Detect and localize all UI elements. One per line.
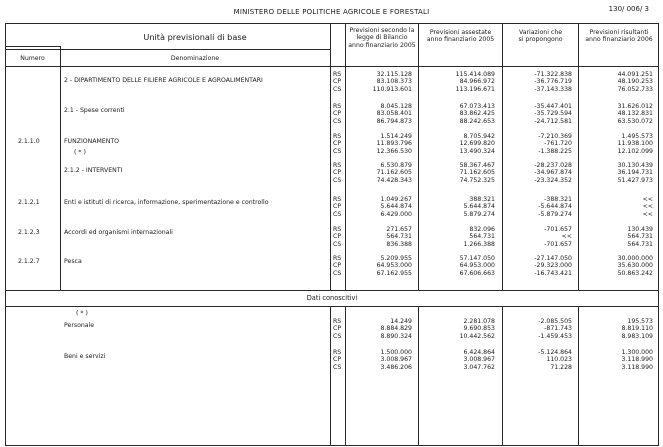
ris-value: 51.427.973 — [617, 176, 653, 184]
code-value: RS — [333, 318, 342, 325]
var-value: -871.743 — [544, 325, 572, 333]
ass-value: 9.690.853 — [463, 325, 495, 333]
code-value: CP — [333, 78, 342, 86]
code-value: CS — [333, 363, 342, 371]
bil-value: 64.953.000 — [376, 262, 412, 270]
ass-value: 564.731 — [469, 233, 495, 241]
ass-value: 5.644.874 — [463, 203, 495, 211]
row-denominazione: Accordi ed organismi internazionali — [64, 229, 173, 236]
var-value: -36.776.719 — [534, 78, 572, 86]
var-value: -5.879.274 — [538, 210, 572, 218]
prev-risultanti-header-line1: Previsioni risultanti — [589, 29, 649, 36]
code-value: RS — [333, 226, 342, 233]
bil-value: 8.045.128 — [380, 103, 412, 110]
bil-value: 83.058.401 — [376, 110, 412, 118]
ass-value: 12.699.820 — [459, 140, 495, 148]
code-value: RS — [333, 71, 342, 78]
ass-value: 74.752.325 — [459, 176, 495, 184]
var-value: 71.228 — [550, 363, 572, 371]
prev-bilancio-header-line2: legge di Bilancio — [356, 34, 408, 42]
numero-column-rule — [60, 46, 61, 290]
bil-value: 8.890.324 — [380, 332, 412, 340]
var-value: -29.323.000 — [534, 262, 572, 270]
var-value: -1.388.225 — [538, 147, 572, 155]
code-value: RS — [333, 255, 342, 262]
ass-value: 3.008.967 — [463, 356, 495, 364]
bil-value: 32.115.128 — [376, 71, 412, 78]
ris-value: 8.983.109 — [621, 332, 653, 340]
ris-value: 48.132.831 — [617, 110, 653, 118]
column-header-bottom — [5, 66, 659, 67]
unita-divider — [5, 49, 330, 50]
row-denominazione: Pesca — [64, 258, 82, 265]
ris-value: 63.530.072 — [617, 117, 653, 125]
bil-value: 5.209.955 — [380, 255, 412, 262]
bil-value: 8.884.829 — [380, 325, 412, 333]
bil-value: 83.108.373 — [376, 78, 412, 86]
prev-assestate-header-line2: anno finanziario 2005 — [426, 36, 495, 44]
prev-bilancio-header — [346, 27, 418, 49]
ministry-title: MINISTERO DELLE POLITICHE AGRICOLE E FORESTALI — [233, 8, 430, 16]
prev-assestate-header-line1: Previsioni assestate — [429, 29, 492, 36]
dati-row-name: Personale — [64, 322, 95, 329]
ass-value: 64.953.000 — [459, 262, 495, 270]
ass-value: 88.242.653 — [459, 117, 495, 125]
ass-value: 67.073.413 — [459, 103, 495, 110]
var-value: -34.967.874 — [534, 169, 572, 177]
ris-value: 3.118.990 — [621, 356, 653, 364]
var-value: -37.143.338 — [534, 85, 572, 93]
bil-value: 5.644.874 — [380, 203, 412, 211]
code-value: CP — [333, 233, 342, 241]
ris-value: << — [642, 210, 653, 218]
bil-value: 836.388 — [386, 240, 412, 248]
bil-value: 86.794.873 — [376, 117, 412, 125]
ris-value: 30.130.439 — [617, 162, 653, 169]
ass-value: 832.096 — [469, 226, 495, 233]
row-number: 2.1.2.3 — [18, 229, 40, 236]
bil-value: 12.366.530 — [376, 147, 412, 155]
bil-value: 1.514.249 — [380, 133, 412, 140]
code-value: RS — [333, 162, 342, 169]
code-value: CP — [333, 356, 342, 364]
code-value: CS — [333, 117, 342, 125]
bil-value: 271.657 — [386, 226, 412, 233]
dati-conoscitivi-title: Dati conoscitivi — [306, 294, 358, 302]
code-value: RS — [333, 133, 342, 140]
bil-value: 6.429.000 — [380, 210, 412, 218]
ass-value: 84.966.972 — [459, 78, 495, 86]
header-divider — [5, 46, 60, 47]
bilancio-column-rule — [418, 23, 419, 290]
bil-value: 1.049.267 — [380, 196, 412, 203]
ris-value: 11.938.100 — [617, 140, 653, 148]
bil-value: 11.893.796 — [376, 140, 412, 148]
ass-value: 388.321 — [469, 196, 495, 203]
ass-value: 83.862.425 — [459, 110, 495, 118]
row-denominazione: FUNZIONAMENTO — [64, 138, 120, 145]
row-number: 2.1.2.7 — [18, 258, 40, 265]
ris-value: 3.118.990 — [621, 363, 653, 371]
code-value: CP — [333, 325, 342, 333]
var-value: << — [561, 233, 572, 241]
code-value: RS — [333, 103, 342, 110]
ass-value: 67.606.663 — [459, 269, 495, 277]
ass-value: 6.424.864 — [463, 349, 495, 356]
codes-column-rule-a — [330, 306, 331, 446]
var-value: -701.657 — [544, 240, 572, 248]
bil-value: 67.162.955 — [376, 269, 412, 277]
variazioni-header-line2: si propongono — [518, 36, 563, 44]
prev-risultanti-header-line2: anno finanziario 2006 — [585, 36, 653, 44]
var-value: -35.729.594 — [534, 110, 572, 118]
code-value: CS — [333, 147, 342, 155]
row-denominazione: Enti e istituti di ricerca, informazione, sperimentazione e controllo — [64, 199, 269, 206]
code-value: RS — [333, 349, 342, 356]
ris-value: 35.630.000 — [617, 262, 653, 270]
variazioni-header — [503, 29, 578, 44]
dati-note-marker: ( * ) — [76, 310, 88, 317]
bil-value: 3.486.206 — [380, 363, 412, 371]
code-value: RS — [333, 196, 342, 203]
var-value: -388.321 — [544, 196, 572, 203]
code-value: CS — [333, 240, 342, 248]
code-value: CP — [333, 262, 342, 270]
code-value: CP — [333, 169, 342, 177]
ass-value: 71.162.605 — [459, 169, 495, 177]
ass-value: 3.047.762 — [463, 363, 495, 371]
ris-value: 130.439 — [627, 226, 653, 233]
ris-value: 564.731 — [627, 233, 653, 241]
var-value: -1.459.453 — [538, 332, 572, 340]
ass-value: 113.196.671 — [455, 85, 495, 93]
variazioni-column-rule — [578, 23, 579, 290]
ris-value: 1.495.573 — [621, 133, 653, 140]
var-value: -27.147.050 — [534, 255, 572, 262]
row-number: 2.1.1.0 — [18, 138, 40, 145]
denominazione-column-rule — [330, 23, 331, 290]
ris-value: 50.863.242 — [617, 269, 653, 277]
ass-value: 57.147.050 — [459, 255, 495, 262]
ris-value: 564.731 — [627, 240, 653, 248]
dati-row-name: Beni e servizi — [64, 353, 106, 360]
code-value: CS — [333, 332, 342, 340]
var-value: -701.657 — [544, 226, 572, 233]
ris-value: 8.819.110 — [621, 325, 653, 333]
ris-value: 1.300.000 — [621, 349, 653, 356]
code-value: CS — [333, 269, 342, 277]
ass-value: 5.879.274 — [463, 210, 495, 218]
var-value: -71.322.838 — [534, 71, 572, 78]
row-note-marker: ( * ) — [74, 149, 86, 156]
ass-value: 8.705.942 — [463, 133, 495, 140]
ris-value: << — [642, 203, 653, 211]
denominazione-header: Denominazione — [170, 55, 220, 62]
code-value: CP — [333, 140, 342, 148]
bil-value: 71.162.605 — [376, 169, 412, 177]
bil-value: 74.428.343 — [376, 176, 412, 184]
bil-value: 1.500.000 — [380, 349, 412, 356]
bil-value: 110.913.601 — [372, 85, 412, 93]
var-value: -28.237.028 — [534, 162, 572, 169]
ris-value: 48.190.253 — [617, 78, 653, 86]
ris-value: 44.091.251 — [617, 71, 653, 78]
var-value: -24.712.581 — [534, 117, 572, 125]
numero-header: Numero — [20, 55, 45, 62]
ris-value: 195.573 — [627, 318, 653, 325]
ass-value: 115.414.089 — [455, 71, 495, 78]
assestate-column-rule — [502, 23, 503, 290]
var-value: -2.085.505 — [538, 318, 572, 325]
code-value: CP — [333, 110, 342, 118]
bil-value: 14.249 — [390, 318, 412, 325]
var-value: -761.720 — [544, 140, 572, 148]
ass-value: 13.490.324 — [459, 147, 495, 155]
prev-risultanti-header — [579, 29, 659, 44]
var-value: -16.743.421 — [534, 269, 572, 277]
var-value: -7.210.369 — [538, 133, 572, 140]
bil-value: 564.731 — [386, 233, 412, 241]
ris-value: 31.626.012 — [617, 103, 653, 110]
var-value: -5.124.864 — [538, 349, 572, 356]
code-value: CS — [333, 210, 342, 218]
code-value: CS — [333, 85, 342, 93]
dati-bottom-rule — [5, 306, 659, 307]
ris-value: 30.000.000 — [617, 255, 653, 262]
page-reference: 130/ 006/ 3 — [608, 5, 649, 13]
row-denominazione: 2.1.2 - INTERVENTI — [64, 167, 123, 174]
var-value: -35.447.401 — [534, 103, 572, 110]
prev-assestate-header — [419, 29, 502, 44]
ris-value: 36.194.731 — [617, 169, 653, 177]
ris-value: 76.052.733 — [617, 85, 653, 93]
unita-header: Unità previsionali di base — [143, 32, 247, 42]
ass-value: 1.266.388 — [463, 240, 495, 248]
dati-top-rule — [5, 290, 659, 291]
row-denominazione: 2 - DIPARTIMENTO DELLE FILIERE AGRICOLE E AGROALIMENTARI — [64, 77, 263, 84]
codes-column-rule — [345, 23, 346, 290]
prev-bilancio-header-line3: anno finanziario 2005 — [348, 41, 416, 49]
var-value: 110.023 — [546, 356, 572, 364]
ris-value: 12.102.099 — [617, 147, 653, 155]
var-value: -5.644.874 — [538, 203, 572, 211]
row-number: 2.1.2.1 — [18, 199, 40, 206]
ass-value: 2.281.078 — [463, 318, 495, 325]
row-denominazione: 2.1 - Spese correnti — [64, 107, 125, 114]
code-value: CP — [333, 203, 342, 211]
variazioni-header-line1: Variazioni che — [518, 29, 563, 36]
ris-value: << — [642, 196, 653, 203]
bil-value: 3.008.967 — [380, 356, 412, 364]
code-value: CS — [333, 176, 342, 184]
ass-value: 58.367.467 — [459, 162, 495, 169]
var-value: -23.324.352 — [534, 176, 572, 184]
ass-value: 10.442.562 — [459, 332, 495, 340]
prev-bilancio-header-line1: Previsioni secondo la — [349, 27, 415, 34]
bil-value: 6.530.879 — [380, 162, 412, 169]
